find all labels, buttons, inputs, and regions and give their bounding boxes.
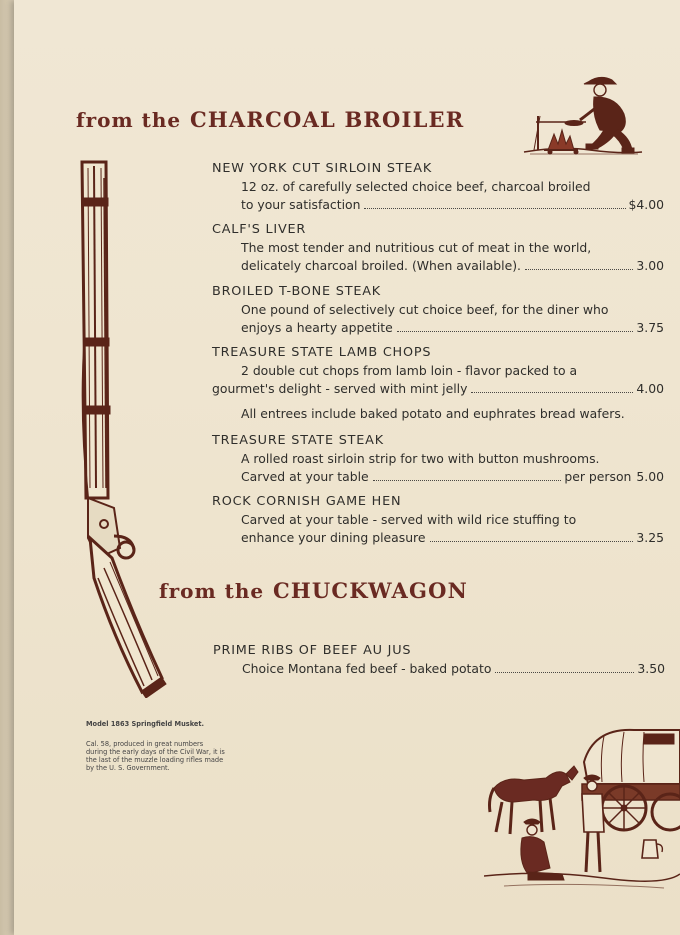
section-title-main: CHARCOAL BROILER (189, 107, 465, 132)
menu-item-price: 3.00 (636, 258, 664, 273)
menu-item-price: 3.25 (636, 530, 664, 545)
menu-item-description: Choice Montana fed beef - baked potato (242, 661, 492, 676)
dot-leader (364, 208, 625, 209)
menu-item-description: Carved at your table - served with wild rice stuffing to (241, 512, 577, 527)
springfield-musket-icon (74, 158, 170, 698)
menu-item-rock-cornish-game-hen (212, 493, 664, 547)
menu-item-prime-ribs (213, 642, 665, 678)
menu-item-name: ROCK CORNISH GAME HEN (212, 494, 402, 509)
menu-item-description: enjoys a hearty appetite (241, 320, 393, 335)
menu-item-description: The most tender and nutritious cut of meat in the world, (241, 240, 592, 255)
menu-item-description: 12 oz. of carefully selected choice beef, charcoal broiled (241, 179, 591, 194)
menu-item-name: NEW YORK CUT SIRLOIN STEAK (212, 161, 433, 176)
menu-item-new-york-sirloin (212, 160, 664, 214)
musket-caption-body: Cal. 58, produced in great numbers during the early days of the Civil War, it is the last of the muzzle loading rifles made by the U. S. Government. (86, 740, 225, 772)
section-title-chuckwagon (159, 575, 468, 604)
dot-leader (525, 269, 633, 270)
menu-item-description: to your satisfaction (241, 197, 361, 212)
menu-item-price: 5.00 (636, 469, 664, 484)
menu-item-description: One pound of selectively cut choice beef, for the diner who (241, 302, 609, 317)
menu-item-description: gourmet's delight - served with mint jelly (212, 381, 468, 396)
cowboy-cooking-over-campfire-icon (520, 70, 645, 158)
dot-leader (471, 392, 633, 393)
entrees-note: All entrees include baked potato and euphrates bread wafers. (241, 406, 625, 421)
menu-item-description: Carved at your table (241, 469, 369, 484)
menu-item-unit: per person (564, 469, 632, 484)
section-title-prefix: from the (159, 579, 265, 603)
menu-item-calfs-liver (212, 221, 664, 275)
menu-item-description: A rolled roast sirloin strip for two with button mushrooms. (241, 451, 600, 466)
menu-item-price: $4.00 (628, 197, 664, 212)
section-title-main: CHUCKWAGON (272, 578, 469, 603)
menu-item-price: 3.50 (637, 661, 665, 676)
menu-item-description: enhance your dining pleasure (241, 530, 426, 545)
menu-item-treasure-state-steak (212, 432, 664, 486)
menu-item-name: CALF'S LIVER (212, 222, 307, 237)
menu-item-description: 2 double cut chops from lamb loin - flavor packed to a (241, 363, 578, 378)
menu-item-name: BROILED T-BONE STEAK (212, 284, 381, 299)
menu-item-price: 4.00 (636, 381, 664, 396)
chuckwagon-horse-cowboys-icon (484, 722, 680, 892)
section-title-charcoal-broiler (76, 104, 464, 133)
menu-item-name: PRIME RIBS OF BEEF AU JUS (213, 643, 412, 658)
page-edge (0, 0, 14, 935)
menu-item-price: 3.75 (636, 320, 664, 335)
dot-leader (373, 480, 562, 481)
menu-item-lamb-chops (212, 344, 664, 398)
menu-item-description: delicately charcoal broiled. (When available). (241, 258, 521, 273)
section-title-prefix: from the (76, 108, 182, 132)
dot-leader (495, 672, 634, 673)
menu-item-broiled-t-bone (212, 283, 664, 337)
dot-leader (397, 331, 634, 332)
dot-leader (430, 541, 634, 542)
menu-item-name: TREASURE STATE STEAK (212, 433, 384, 448)
musket-caption-title: Model 1863 Springfield Musket. (86, 720, 205, 728)
menu-item-name: TREASURE STATE LAMB CHOPS (212, 345, 432, 360)
